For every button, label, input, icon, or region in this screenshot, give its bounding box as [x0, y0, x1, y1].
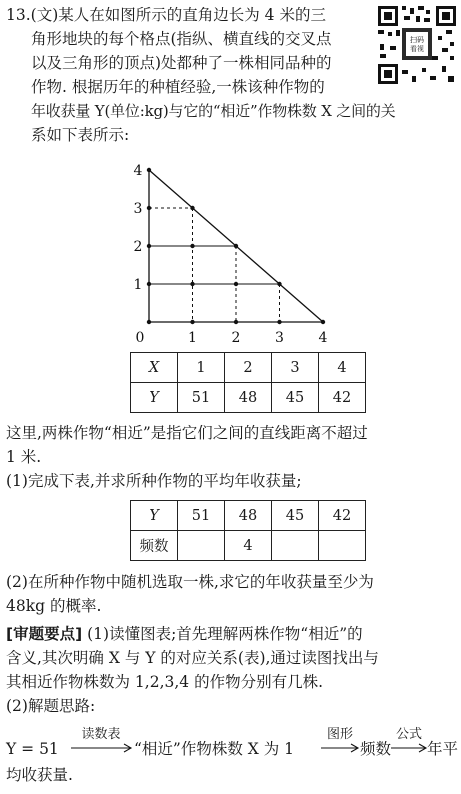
- table-cell: [319, 531, 366, 561]
- lattice-point: [190, 206, 194, 210]
- table-cell: Y: [131, 383, 178, 413]
- problem-number: 13.: [6, 6, 31, 24]
- svg-text:扫码: 扫码: [410, 36, 424, 44]
- problem-text: (文)某人在如图所示的直角边长为 4 米的三: [30, 6, 326, 24]
- lattice-point: [234, 244, 238, 248]
- table-cell: 45: [272, 383, 319, 413]
- lattice-point: [321, 320, 325, 324]
- table-cell: 1: [178, 353, 225, 383]
- lattice-point: [147, 320, 151, 324]
- problem-line-1: [6, 4, 326, 26]
- table-cell: 51: [178, 383, 225, 413]
- text3-line-1: (2)在所种作物中随机选取一株,求它的年收获量至少为: [6, 573, 374, 591]
- table-cell: 频数: [131, 531, 178, 561]
- table-cell: 48: [225, 383, 272, 413]
- analysis-line-2: 含义,其次明确 X 与 Y 的对应关系(表),通过读图找出与: [6, 649, 379, 667]
- flow-frequency: 频数: [360, 740, 392, 758]
- qr-code-icon[interactable]: [376, 4, 458, 86]
- lattice-point: [190, 282, 194, 286]
- analysis-line-3: 其相近作物株数为 1,2,3,4 的作物分别有几株.: [6, 673, 324, 691]
- problem-line-2: 角形地块的每个格点(指纵、横直线的交叉点: [31, 30, 332, 48]
- y-tick-label: 3: [133, 201, 143, 217]
- y-tick-label: 1: [133, 277, 143, 293]
- arrow3-label: 公式: [395, 727, 422, 742]
- analysis-label: [审题要点]: [6, 625, 83, 643]
- text3-line-2: 48kg 的概率.: [6, 597, 102, 615]
- text2-line-3: (1)完成下表,并求所种作物的平均年收获量;: [6, 472, 302, 490]
- right-arrow-icon: [70, 743, 134, 753]
- problem-line-4: 作物. 根据历年的种植经验,一株该种作物的: [31, 78, 325, 96]
- flow-mid: “相近”作物株数 X 为 1: [134, 740, 295, 758]
- x-tick-label: 3: [275, 330, 284, 346]
- flow-end: 年平: [427, 740, 459, 758]
- table-cell: Y: [131, 501, 178, 531]
- table-cell: 4: [225, 531, 272, 561]
- table-row: [131, 353, 366, 383]
- table-cell: [178, 531, 225, 561]
- arrow2-label: 图形: [326, 727, 353, 742]
- analysis-line-1: [6, 623, 363, 645]
- lattice-point: [190, 244, 194, 248]
- flow-start: Y = 51: [6, 740, 59, 758]
- table-cell: [272, 531, 319, 561]
- lattice-point: [234, 320, 238, 324]
- lattice-point: [147, 244, 151, 248]
- y-tick-label: 4: [133, 163, 143, 179]
- table-cell: 2: [225, 353, 272, 383]
- x-tick-label: 2: [231, 330, 241, 346]
- problem-line-3: 以及三角形的顶点)处都种了一株相同品种的: [31, 54, 332, 72]
- table-cell: 51: [178, 501, 225, 531]
- text2-line-1: 这里,两株作物“相近”是指它们之间的直线距离不超过: [6, 424, 368, 442]
- table-row: [131, 531, 366, 561]
- flow-end-line-2: 均收获量.: [6, 766, 73, 784]
- right-arrow-icon: [320, 743, 360, 753]
- table-cell: 4: [319, 353, 366, 383]
- table-row: [131, 501, 366, 531]
- lattice-point: [147, 206, 151, 210]
- text2-line-2: 1 米.: [6, 448, 42, 466]
- arrow1-label: 读数表: [81, 727, 121, 742]
- table-row: [131, 383, 366, 413]
- y-tick-label: 2: [133, 239, 143, 255]
- analysis-text: (1)读懂图表;首先理解两株作物“相近”的: [87, 625, 363, 643]
- x-tick-label: 4: [318, 330, 328, 346]
- lattice-point: [277, 320, 281, 324]
- frequency-table: [130, 500, 366, 561]
- lattice-point: [190, 320, 194, 324]
- table-cell: X: [131, 353, 178, 383]
- table-cell: 42: [319, 501, 366, 531]
- x-tick-label: 1: [188, 330, 197, 346]
- table-cell: 42: [319, 383, 366, 413]
- x-tick-label: 0: [135, 330, 145, 346]
- right-arrow-icon: [390, 743, 428, 753]
- analysis-line-4: (2)解题思路:: [6, 697, 96, 715]
- xy-table: [130, 352, 366, 413]
- lattice-point: [147, 282, 151, 286]
- problem-line-6: 系如下表所示:: [31, 126, 130, 144]
- table-cell: 48: [225, 501, 272, 531]
- svg-text:看视: 看视: [410, 45, 424, 53]
- lattice-point: [277, 282, 281, 286]
- table-cell: 3: [272, 353, 319, 383]
- triangle-grid-figure: [124, 160, 334, 350]
- lattice-point: [234, 282, 238, 286]
- lattice-point: [147, 168, 151, 172]
- problem-line-5: 年收获量 Y(单位:kg)与它的“相近”作物株数 X 之间的关: [31, 102, 396, 120]
- table-cell: 45: [272, 501, 319, 531]
